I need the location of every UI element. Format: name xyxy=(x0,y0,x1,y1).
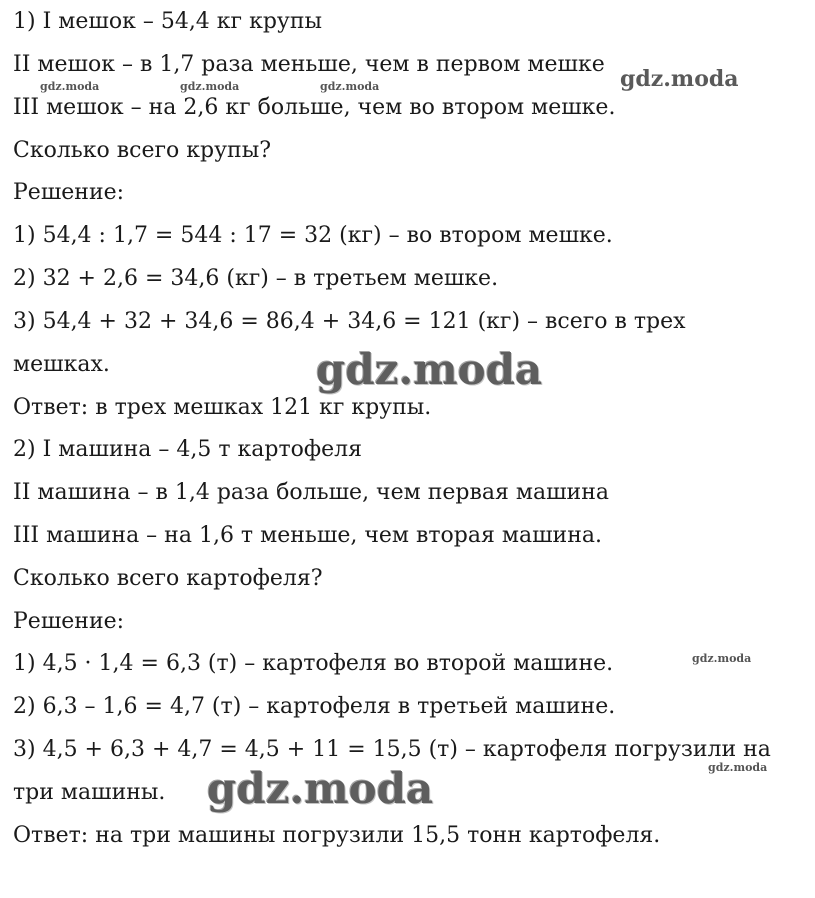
watermark: gdz.moda xyxy=(180,80,240,93)
text-line: III машина – на 1,6 т меньше, чем вторая машина. xyxy=(13,523,602,548)
text-line: Решение: xyxy=(13,180,125,205)
text-line: 2) 32 + 2,6 = 34,6 (кг) – в третьем мешке. xyxy=(13,266,499,291)
text-line: 1) 54,4 : 1,7 = 544 : 17 = 32 (кг) – во втором мешке. xyxy=(13,223,613,248)
text-line: 1) I мешок – 54,4 кг крупы xyxy=(13,9,323,34)
watermark: gdz.moda xyxy=(708,761,768,774)
watermark: gdz.moda xyxy=(320,80,380,93)
text-line: Сколько всего крупы? xyxy=(13,138,272,163)
watermark: gdz.moda xyxy=(692,652,752,665)
text-line: три машины. xyxy=(13,780,166,805)
text-line: 2) I машина – 4,5 т картофеля xyxy=(13,437,362,462)
text-line: Ответ: на три машины погрузили 15,5 тонн картофеля. xyxy=(13,823,661,848)
text-line: Сколько всего картофеля? xyxy=(13,566,323,591)
text-line: 2) 6,3 – 1,6 = 4,7 (т) – картофеля в третьей машине. xyxy=(13,694,616,719)
watermark: gdz.moda xyxy=(620,66,739,92)
watermark: gdz.moda xyxy=(40,80,100,93)
text-line: II машина – в 1,4 раза больше, чем первая машина xyxy=(13,480,609,505)
text-line: II мешок – в 1,7 раза меньше, чем в первом мешке xyxy=(13,52,605,77)
watermark: gdz.moda xyxy=(207,764,434,813)
watermark: gdz.moda xyxy=(316,345,543,394)
text-line: Ответ: в трех мешках 121 кг крупы. xyxy=(13,395,432,420)
text-line: III мешок – на 2,6 кг больше, чем во втором мешке. xyxy=(13,95,616,120)
text-line: 1) 4,5 · 1,4 = 6,3 (т) – картофеля во второй машине. xyxy=(13,651,614,676)
text-line: 3) 4,5 + 6,3 + 4,7 = 4,5 + 11 = 15,5 (т) – картофеля погрузили на xyxy=(13,737,771,762)
text-line: 3) 54,4 + 32 + 34,6 = 86,4 + 34,6 = 121 (кг) – всего в трех xyxy=(13,309,686,334)
text-line: мешках. xyxy=(13,352,110,377)
text-line: Решение: xyxy=(13,609,125,634)
